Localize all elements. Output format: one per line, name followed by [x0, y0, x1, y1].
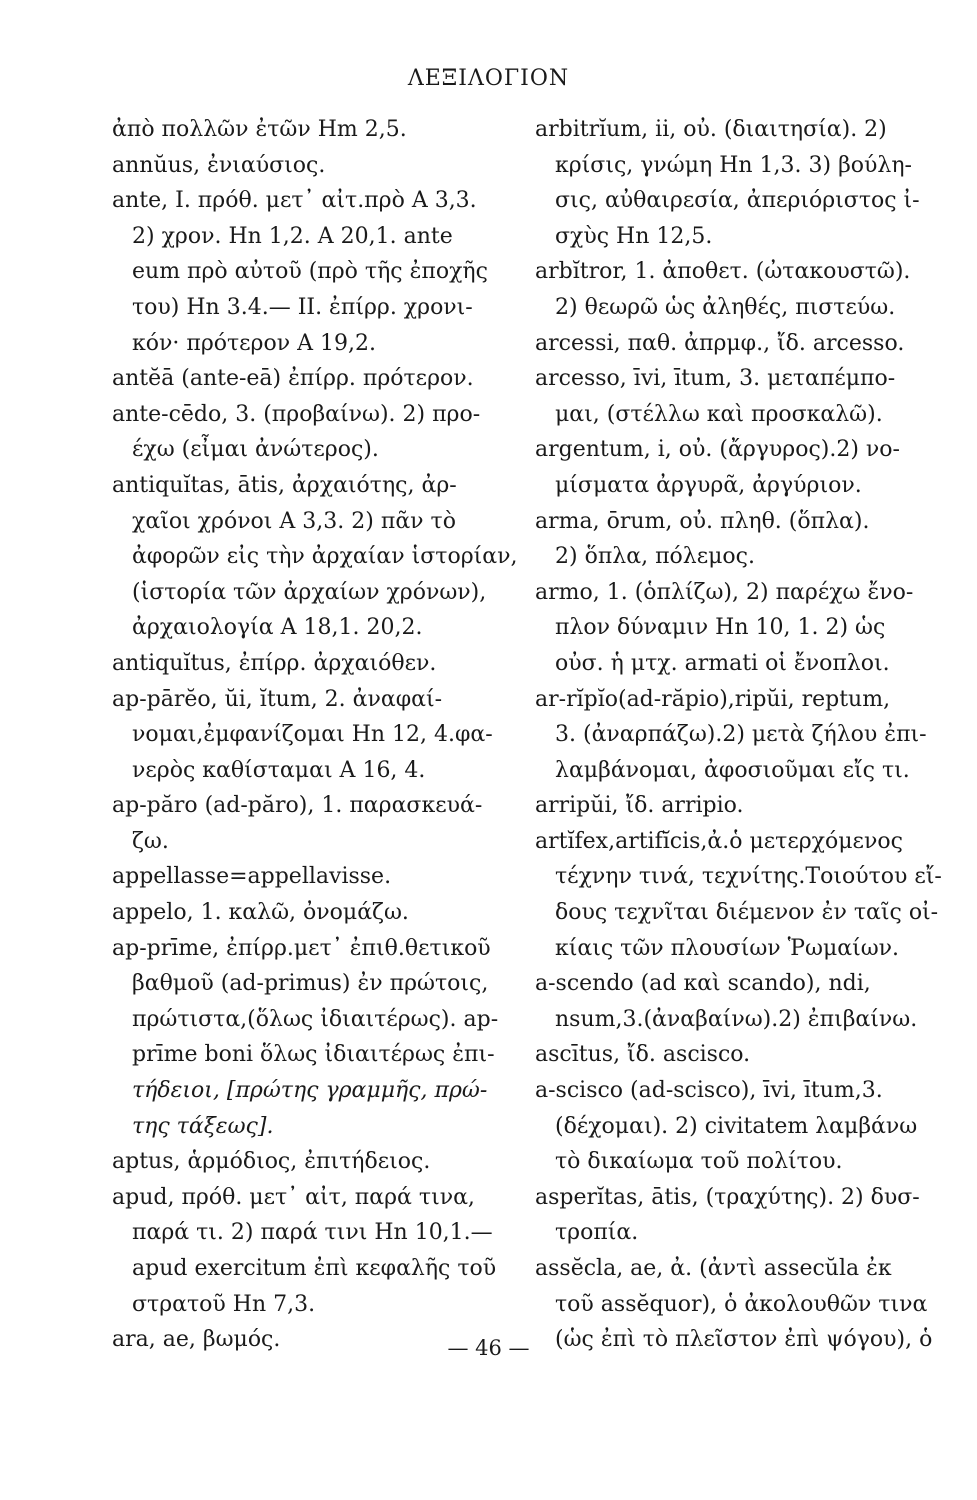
- entry-line: 2) ὅπλα, πόλεμος.: [555, 544, 755, 570]
- entry-line: arripŭi, ἴδ. arripio.: [535, 793, 744, 819]
- page-header: ΛΕΞΙΛΟΓΙΟΝ: [407, 66, 570, 91]
- right-column: [535, 112, 947, 1358]
- entry-line: arbĭtror, 1. ἀποθετ. (ὠτακουστῶ).: [535, 259, 911, 285]
- entry-line: artĭfex,artifĭcis,ἀ.ὁ μετερχόμενος: [535, 828, 903, 854]
- entry-line: appellasse=appellavisse.: [112, 864, 392, 890]
- entry-line: 3. (ἀναρπάζω).2) μετὰ ζήλου ἐπι-: [555, 722, 927, 748]
- entry-line: arcessi, παθ. ἀπρμφ., ἴδ. arcesso.: [535, 330, 905, 356]
- entry-line: μαι, (στέλλω καὶ προσκαλῶ).: [555, 401, 883, 427]
- entry-line: πλον δύναμιν Hn 10, 1. 2) ὡς: [555, 615, 886, 641]
- entry-line: ar-rĭpĭo(ad-răpio),ripŭi, reptum,: [535, 686, 891, 712]
- entry-line: χαῖοι χρόνοι A 3,3. 2) πᾶν τὸ: [132, 508, 456, 534]
- entry-line: 2) θεωρῶ ὡς ἀληθές, πιστεύω.: [555, 294, 896, 320]
- entry-line: armo, 1. (ὁπλίζω), 2) παρέχω ἔνο-: [535, 579, 914, 605]
- entry-line: ἀρχαιολογία A 18,1. 20,2.: [132, 615, 423, 641]
- entry-line: κρίσις, γνώμη Hn 1,3. 3) βούλη-: [555, 152, 912, 178]
- left-column: [112, 112, 518, 1358]
- entry-line: στρατοῦ Hn 7,3.: [132, 1291, 316, 1317]
- entry-line: έχω (εἶμαι ἀνώτερος).: [132, 437, 379, 463]
- entry-line: ἀπὸ πολλῶν ἐτῶν Hm 2,5.: [112, 117, 407, 142]
- entry-line: ascītus, ἴδ. ascisco.: [535, 1042, 751, 1068]
- entry-line: eum πρὸ αὐτοῦ (πρὸ τῆς ἐποχῆς: [132, 259, 488, 285]
- entry-line: nsum,3.(ἀναβαίνω).2) ἐπιβαίνω.: [555, 1006, 918, 1032]
- entry-line: ap-prīme, ἐπίρρ.μετ᾽ ἐπιθ.θετικοῦ: [112, 935, 491, 961]
- entry-line: antĕā (ante-eā) ἐπίρρ. πρότερον.: [112, 366, 474, 392]
- entry-line: aptus, ἁρμόδιος, ἐπιτήδειος.: [112, 1149, 431, 1175]
- entry-line: ap-pārĕo, ŭi, ĭtum, 2. ἀναφαί-: [112, 686, 443, 712]
- entry-line: κόν· πρότερον A 19,2.: [132, 330, 376, 356]
- entry-line: τροπία.: [555, 1220, 639, 1246]
- entry-line: πρώτιστα,(ὅλως ἰδιαιτέρως). ap-: [132, 1006, 499, 1032]
- entry-line: a-scisco (ad-scisco), īvi, ītum,3.: [535, 1078, 883, 1104]
- entry-line: annŭus, ἐνιαύσιος.: [112, 152, 326, 178]
- entry-line: antiquĭtas, ātis, ἀρχαιότης, ἀρ-: [112, 472, 457, 498]
- entry-line: 2) χρον. Hn 1,2. A 20,1. ante: [132, 223, 453, 249]
- entry-line: (δέχομαι). 2) civitatem λαμβάνω: [555, 1113, 918, 1139]
- entry-line: arbitrĭum, ii, οὐ. (διαιτησία). 2): [535, 117, 887, 142]
- entry-line: σχὺς Hn 12,5.: [555, 223, 713, 249]
- entry-line: arcesso, īvi, ītum, 3. μεταπέμπο-: [535, 366, 896, 392]
- entry-line: appelo, 1. καλῶ, ὀνομάζω.: [112, 900, 409, 926]
- entry-line: ζω.: [132, 828, 169, 854]
- entry-line: ara, ae, βωμός.: [112, 1327, 281, 1353]
- entry-line: argentum, i, οὐ. (ἄργυρος).2) νο-: [535, 437, 900, 463]
- entry-line: δους τεχνῖται διέμενον ἐν ταῖς οἰ-: [555, 900, 939, 926]
- entry-line: κίαις τῶν πλουσίων Ῥωμαίων.: [555, 935, 900, 961]
- entry-line: ap-păro (ad-păro), 1. παρασκευά-: [112, 793, 483, 819]
- entry-line: arma, ōrum, οὐ. πληθ. (ὅπλα).: [535, 508, 870, 534]
- entry-line: βαθμοῦ (ad-primus) ἐν πρώτοις,: [132, 971, 489, 997]
- entry-line: τέχνην τινά, τεχνίτης.Τοιούτου εἴ-: [555, 864, 942, 890]
- entry-line: τήδειοι, [πρώτης γραμμῆς, πρώ-: [132, 1078, 488, 1104]
- entry-line: λαμβάνομαι, ἀφοσιοῦμαι εἴς τι.: [555, 757, 910, 783]
- entry-line: ante-cēdo, 3. (προβαίνω). 2) προ-: [112, 401, 481, 427]
- entry-line: ἀφορῶν εἰς τὴν ἀρχαίαν ἱστορίαν,: [132, 544, 518, 570]
- entry-line: antiquĭtus, ἐπίρρ. ἀρχαιόθεν.: [112, 650, 437, 676]
- entry-line: τὸ δικαίωμα τοῦ πολίτου.: [555, 1149, 843, 1175]
- entry-line: παρά τι. 2) παρά τινι Hn 10,1.—: [132, 1220, 493, 1246]
- entry-line: οὐσ. ἡ μτχ. armati οἱ ἔνοπλοι.: [555, 650, 890, 676]
- entry-line: νερὸς καθίσταμαι A 16, 4.: [132, 757, 426, 783]
- entry-line: asperĭtas, ātis, (τραχύτης). 2) δυσ-: [535, 1184, 920, 1210]
- page-number: — 46 —: [447, 1336, 530, 1360]
- entry-line: μίσματα ἀργυρᾶ, ἀργύριον.: [555, 472, 862, 498]
- entry-line: apud, πρόθ. μετ᾽ αἰτ, παρά τινα,: [112, 1184, 475, 1210]
- entry-line: ante, I. πρόθ. μετ᾽ αἰτ.πρὸ A 3,3.: [112, 188, 477, 214]
- entry-line: της τάξεως].: [132, 1113, 274, 1139]
- entry-line: prīme boni ὅλως ἰδιαιτέρως ἐπι-: [132, 1042, 495, 1068]
- entry-line: (ἱστορία τῶν ἀρχαίων χρόνων),: [132, 579, 487, 605]
- entry-line: σις, αὐθαιρεσία, ἀπεριόριστος ἰ-: [555, 188, 920, 214]
- entry-line: a-scendo (ad καὶ scando), ndi,: [535, 971, 871, 997]
- entry-line: (ὡς ἐπὶ τὸ πλεῖστον ἐπὶ ψόγου), ὁ: [555, 1327, 933, 1353]
- entry-line: τοῦ assĕquor), ὁ ἀκολουθῶν τινα: [555, 1291, 928, 1317]
- entry-line: του) Hn 3.4.— II. ἐπίρρ. χρονι-: [132, 294, 473, 320]
- entry-line: apud exercitum ἐπὶ κεφαλῆς τοῦ: [132, 1256, 497, 1281]
- entry-line: νομαι,ἐμφανίζομαι Hn 12, 4.φα-: [132, 722, 493, 748]
- entry-line: assĕcla, ae, ἀ. (ἀντὶ assecŭla ἐκ: [535, 1256, 892, 1281]
